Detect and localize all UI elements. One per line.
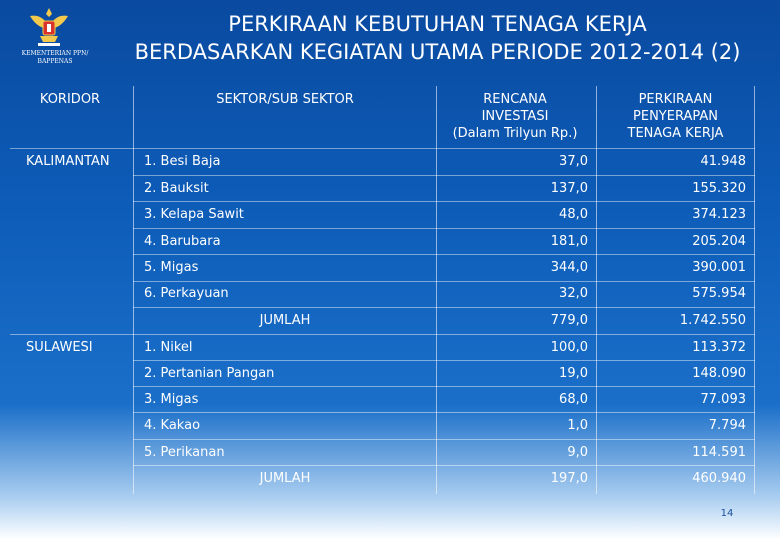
- labor-cell: 390.001: [692, 260, 746, 275]
- total-labor-cell: 460.940: [692, 471, 746, 486]
- table-row: [0, 281, 780, 307]
- corridor-label-sulawesi: SULAWESI: [26, 340, 93, 355]
- sector-cell: 1. Nikel: [144, 340, 193, 355]
- org-name: KEMENTERIAN PPN/ BAPPENAS: [21, 50, 89, 65]
- column-header-investment-line: INVESTASI: [481, 109, 549, 124]
- sector-cell: 3. Migas: [144, 392, 199, 407]
- column-header-investment-line: (Dalam Trilyun Rp.): [452, 126, 578, 141]
- column-header-corridor: KORIDOR: [39, 92, 101, 107]
- column-header-investment: [440, 91, 590, 142]
- sector-cell: 5. Migas: [144, 260, 199, 275]
- column-header-labor-line: PERKIRAAN: [638, 92, 713, 107]
- total-investment-cell: 779,0: [550, 313, 588, 328]
- labor-cell: 205.204: [692, 234, 746, 249]
- investment-cell: 181,0: [550, 234, 588, 249]
- investment-cell: 19,0: [559, 366, 588, 381]
- sector-cell: 1. Besi Baja: [144, 154, 221, 169]
- table-row: [0, 229, 780, 255]
- labor-cell: 575.954: [692, 286, 746, 301]
- investment-cell: 9,0: [567, 445, 588, 460]
- table-row: [0, 440, 780, 466]
- column-header-labor: [598, 91, 753, 142]
- total-label: JUMLAH: [259, 471, 311, 486]
- table-row: [0, 202, 780, 228]
- table-row: [0, 387, 780, 413]
- sector-cell: 4. Barubara: [144, 234, 221, 249]
- labor-cell: 7.794: [708, 418, 746, 433]
- sector-cell: 3. Kelapa Sawit: [144, 207, 244, 222]
- sector-cell: 5. Perikanan: [144, 445, 225, 460]
- table-row: [0, 335, 780, 361]
- investment-cell: 344,0: [550, 260, 588, 275]
- investment-cell: 1,0: [567, 418, 588, 433]
- column-header-labor-line: TENAGA KERJA: [627, 126, 724, 141]
- total-labor-cell: 1.742.550: [679, 313, 746, 328]
- table-row: [0, 361, 780, 387]
- table-row: [0, 149, 780, 175]
- page-title: [105, 10, 770, 66]
- sector-cell: 2. Pertanian Pangan: [144, 366, 275, 381]
- labor-cell: 114.591: [692, 445, 746, 460]
- total-row: [0, 466, 780, 492]
- column-header-labor-line: PENYERAPAN: [633, 109, 718, 124]
- table-row: [0, 413, 780, 439]
- column-header-investment-line: RENCANA: [483, 92, 547, 107]
- labor-cell: 148.090: [692, 366, 746, 381]
- title-line-1: PERKIRAAN KEBUTUHAN TENAGA KERJA: [228, 12, 647, 36]
- labor-cell: 41.948: [700, 154, 746, 169]
- sector-cell: 6. Perkayuan: [144, 286, 229, 301]
- investment-cell: 37,0: [559, 154, 588, 169]
- investment-cell: 32,0: [559, 286, 588, 301]
- sector-cell: 4. Kakao: [144, 418, 201, 433]
- table-row: [0, 176, 780, 202]
- total-row: [0, 308, 780, 334]
- corridor-label-kalimantan: KALIMANTAN: [26, 154, 110, 169]
- investment-cell: 68,0: [559, 392, 588, 407]
- column-header-sector: SEKTOR/SUB SEKTOR: [216, 92, 354, 107]
- investment-cell: 137,0: [550, 181, 588, 196]
- table-row: [0, 255, 780, 281]
- page-number: 14: [720, 508, 734, 519]
- labor-cell: 113.372: [692, 340, 746, 355]
- labor-cell: 77.093: [700, 392, 746, 407]
- labor-cell: 155.320: [692, 181, 746, 196]
- investment-cell: 100,0: [550, 340, 588, 355]
- labor-cell: 374.123: [692, 207, 746, 222]
- total-investment-cell: 197,0: [550, 471, 588, 486]
- title-line-2: BERDASARKAN KEGIATAN UTAMA PERIODE 2012-2014 (2): [134, 40, 741, 64]
- investment-cell: 48,0: [559, 207, 588, 222]
- garuda-emblem-icon: [26, 4, 72, 48]
- total-label: JUMLAH: [259, 313, 311, 328]
- sector-cell: 2. Bauksit: [144, 181, 209, 196]
